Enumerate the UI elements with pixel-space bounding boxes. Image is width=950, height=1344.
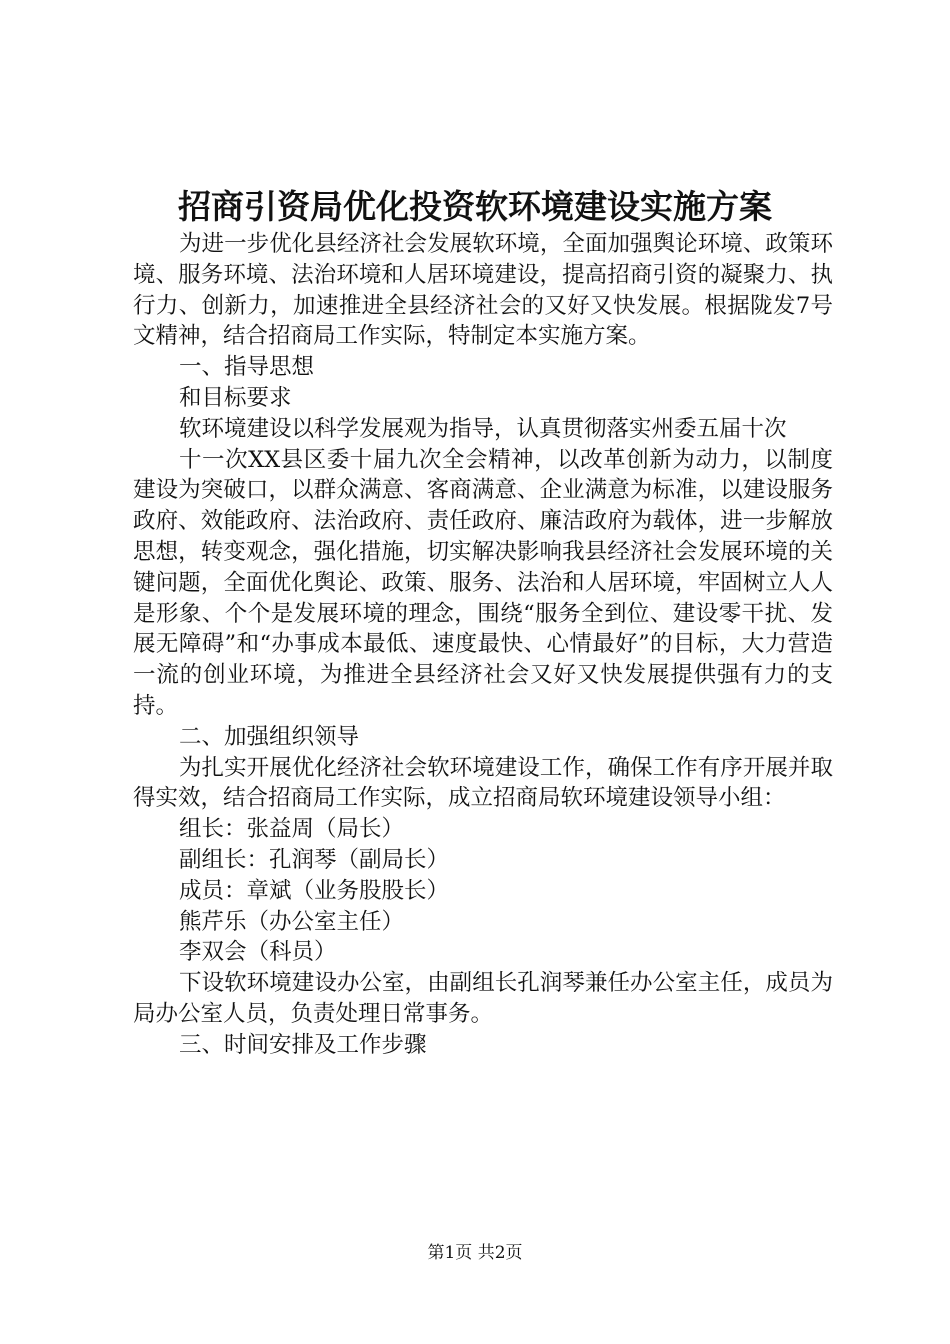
section-heading-goals: 和目标要求 — [179, 384, 292, 411]
section-heading-schedule: 三、时间安排及工作步骤 — [179, 1031, 427, 1058]
body-paragraph: 十一次XX县区委十届九次全会精神，以改革创新为动力，以制度建设为突破口，以群众满意、客商满意、企业满意为标准，以建设服务政府、效能政府、法治政府、责任政府、廉洁政府为载体，进一步解放思想，转变观念，强化措施，切实解决影响我县经济社会发展环境的关键问题，全面优化舆论、政策、服务、法治和人居环境，牢固树立人人是形象、个个是发展环境的理念，围绕“服务全到位、建设零干扰、发展无障碍”和“办事成本最低、速度最快、心情最好”的目标，大力营造一流的创业环境，为推进全县经济社会又好又快发展提供强有力的支持。 — [133, 446, 833, 719]
body-paragraph: 为扎实开展优化经济社会软环境建设工作，确保工作有序开展并取得实效，结合招商局工作实际，成立招商局软环境建设领导小组： — [133, 754, 833, 812]
body-paragraph: 下设软环境建设办公室，由副组长孔润琴兼任办公室主任，成员为局办公室人员，负责处理日常事务。 — [133, 970, 833, 1027]
member-line: 成员：章斌（业务股股长） — [179, 877, 450, 904]
document-body — [133, 229, 833, 1061]
member-line: 组长：张益周（局长） — [179, 816, 405, 843]
page-footer: 第1页 共2页 — [427, 1243, 523, 1263]
member-line: 熊芹乐（办公室主任） — [179, 908, 405, 935]
document-title: 招商引资局优化投资软环境建设实施方案 — [178, 187, 772, 226]
member-line: 李双会（科员） — [179, 939, 337, 966]
member-line: 副组长：孔润琴（副局长） — [179, 846, 450, 873]
section-heading-guiding-ideology: 一、指导思想 — [179, 354, 315, 381]
section-heading-organization: 二、加强组织领导 — [179, 723, 360, 750]
intro-paragraph: 为进一步优化县经济社会发展软环境，全面加强舆论环境、政策环境、服务环境、法治环境和人居环境建设，提高招商引资的凝聚力、执行力、创新力，加速推进全县经济社会的又好又快发展。根据陇发7号文精神，结合招商局工作实际，特制定本实施方案。 — [133, 231, 833, 350]
body-paragraph: 软环境建设以科学发展观为指导，认真贯彻落实州委五届十次 — [179, 415, 787, 442]
